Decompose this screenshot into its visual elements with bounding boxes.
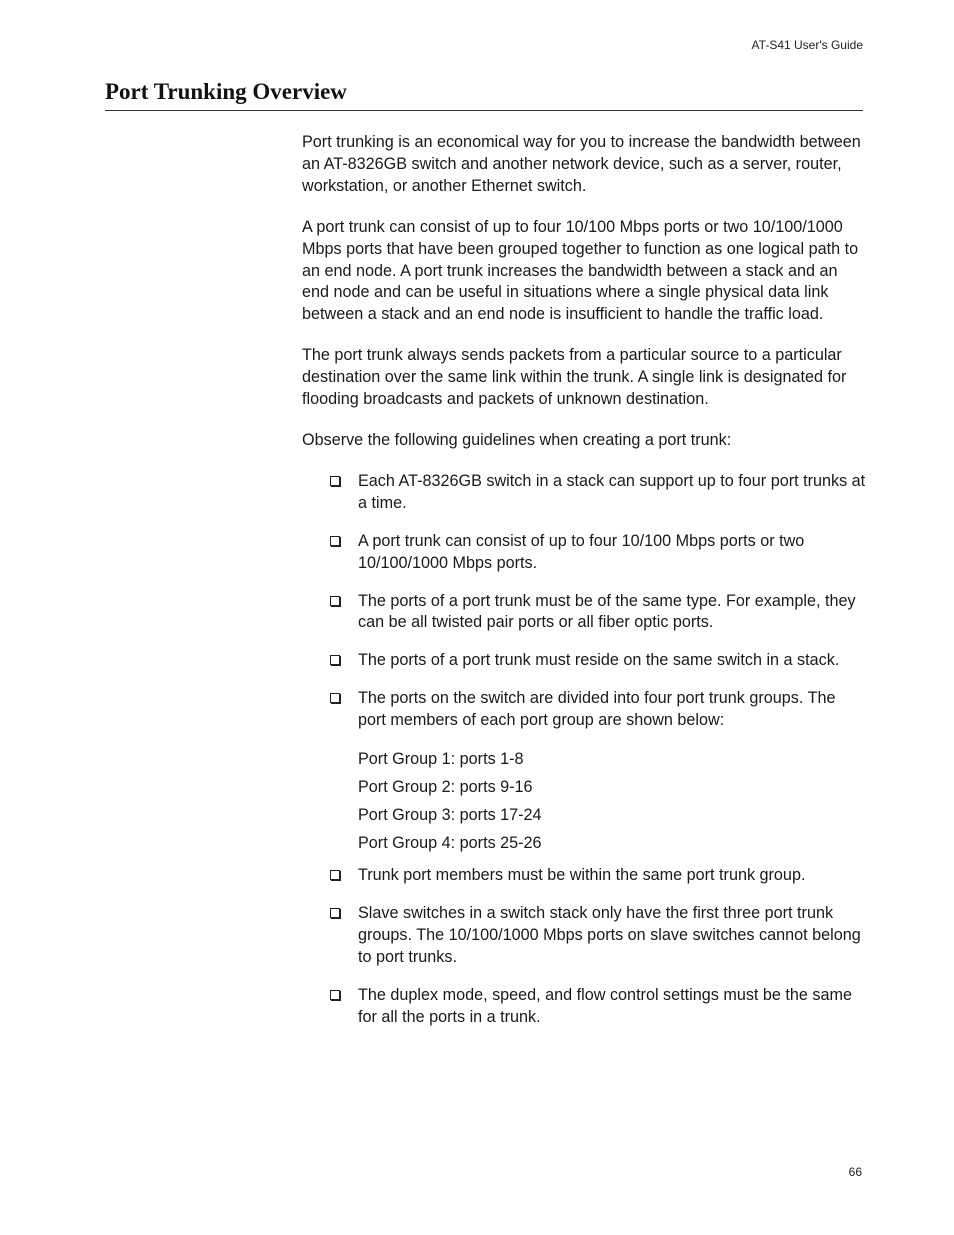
body-text: [302, 132, 867, 1044]
port-group-item: Port Group 1: ports 1-8: [358, 750, 524, 769]
guideline-item: [330, 865, 867, 887]
paragraph-intro: Port trunking is an economical way for you to increase the bandwidth between an AT-8326GB switch and another network device, such as a server, router, workstation, or another Ethernet switch.: [302, 133, 861, 195]
guidelines-list: [302, 471, 867, 732]
page-number: 66: [848, 1165, 862, 1179]
paragraph-packet-handling: The port trunk always sends packets from a particular source to a particular destination over the same link within the trunk. A single link is designated for flooding broadcasts and packets of unknown destination.: [302, 346, 847, 409]
guideline-item: [330, 688, 867, 732]
guideline-text: The duplex mode, speed, and flow control settings must be the same for all the ports in a trunk.: [358, 985, 852, 1026]
checkbox-bullet-icon: [330, 536, 340, 546]
guidelines-list-continued: [302, 865, 867, 1028]
paragraph-guidelines-intro: Observe the following guidelines when creating a port trunk:: [302, 430, 732, 449]
port-group-item: Port Group 3: ports 17-24: [358, 806, 542, 825]
guideline-item: [330, 985, 867, 1029]
guideline-text: A port trunk can consist of up to four 10/100 Mbps ports or two 10/100/1000 Mbps ports.: [358, 531, 805, 572]
running-header: AT-S41 User's Guide: [751, 38, 863, 52]
checkbox-bullet-icon: [330, 693, 340, 703]
port-group-list: [302, 748, 867, 854]
guideline-text: Each AT-8326GB switch in a stack can support up to four port trunks at a time.: [358, 471, 866, 512]
checkbox-bullet-icon: [330, 908, 340, 918]
checkbox-bullet-icon: [330, 655, 340, 665]
checkbox-bullet-icon: [330, 476, 340, 486]
guideline-item: [330, 531, 867, 575]
guideline-text: Slave switches in a switch stack only have the first three port trunk groups. The 10/100/1000 Mbps ports on slave switches cannot belong to port trunks.: [358, 903, 861, 966]
checkbox-bullet-icon: [330, 990, 340, 1000]
checkbox-bullet-icon: [330, 596, 340, 606]
paragraph-trunk-definition: A port trunk can consist of up to four 10/100 Mbps ports or two 10/100/1000 Mbps ports that have been grouped together to function as one logical path to an end node. A port trunk increases the bandwidth between a stack and an end node and can be useful in situations where a single physical data link between a stack and an end node is insufficient to handle the traffic load.: [302, 217, 859, 324]
checkbox-bullet-icon: [330, 870, 340, 880]
guideline-text: Trunk port members must be within the same port trunk group.: [358, 866, 806, 885]
guideline-item: [330, 903, 867, 969]
guideline-text: The ports of a port trunk must reside on the same switch in a stack.: [358, 651, 840, 670]
guideline-item: [330, 591, 867, 635]
port-group-item: Port Group 4: ports 25-26: [358, 834, 542, 853]
guideline-item: [330, 650, 867, 672]
guideline-item: [330, 471, 867, 515]
guideline-text: The ports of a port trunk must be of the same type. For example, they can be all twisted pair ports or all fiber optic ports.: [358, 591, 856, 632]
guideline-text: The ports on the switch are divided into four port trunk groups. The port members of each port group are shown below:: [358, 689, 836, 730]
section-title: Port Trunking Overview: [105, 78, 863, 111]
port-group-item: Port Group 2: ports 9-16: [358, 778, 533, 797]
